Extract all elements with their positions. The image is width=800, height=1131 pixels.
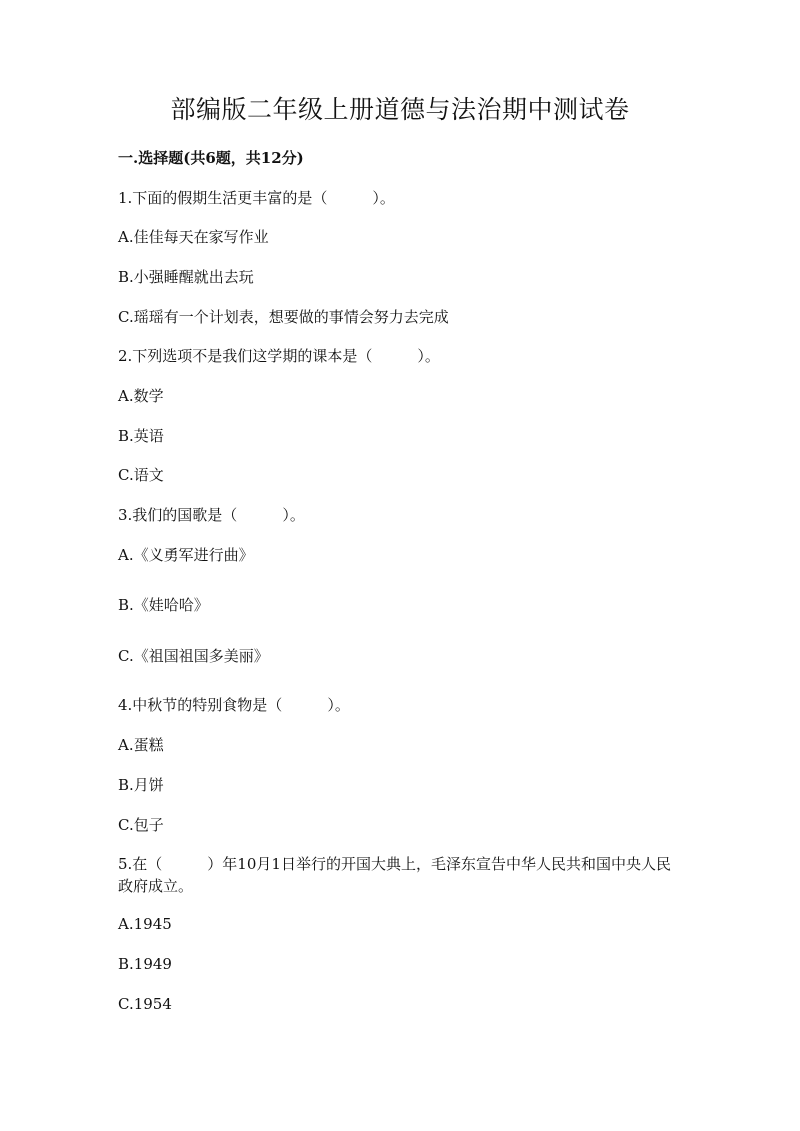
question-4-option-b: B.月饼 [118, 776, 164, 794]
question-1-option-b: B.小强睡醒就出去玩 [118, 268, 254, 286]
question-2-stem: 2.下列选项不是我们这学期的课本是（ ）。 [118, 347, 440, 365]
question-3-option-a: A.《义勇军进行曲》 [118, 546, 254, 564]
question-4-option-c: C.包子 [118, 816, 164, 834]
question-3-option-b: B.《娃哈哈》 [118, 596, 209, 614]
question-1-stem: 1.下面的假期生活更丰富的是（ ）。 [118, 189, 395, 207]
question-4-stem: 4.中秋节的特别食物是（ ）。 [118, 696, 350, 714]
question-2-option-b: B.英语 [118, 427, 164, 445]
question-2-option-c: C.语文 [118, 466, 164, 484]
question-3-stem: 3.我们的国歌是（ ）。 [118, 506, 305, 524]
question-5-option-b: B.1949 [118, 955, 172, 973]
question-4-option-a: A.蛋糕 [118, 736, 164, 754]
question-5-option-a: A.1945 [118, 915, 172, 933]
question-1-option-c: C.瑶瑶有一个计划表，想要做的事情会努力去完成 [118, 308, 449, 326]
page-title: 部编版二年级上册道德与法治期中测试卷 [170, 95, 630, 124]
question-5-option-c: C.1954 [118, 995, 172, 1013]
question-3-option-c: C.《祖国祖国多美丽》 [118, 647, 269, 665]
question-2-option-a: A.数学 [118, 387, 164, 405]
section-heading: 一.选择题(共6题，共12分) [118, 149, 304, 167]
question-1-option-a: A.佳佳每天在家写作业 [118, 228, 269, 246]
question-5-stem: 5.在（ ）年10月1日举行的开国大典上，毛泽东宣告中华人民共和国中央人民政府成立。 [118, 855, 671, 895]
